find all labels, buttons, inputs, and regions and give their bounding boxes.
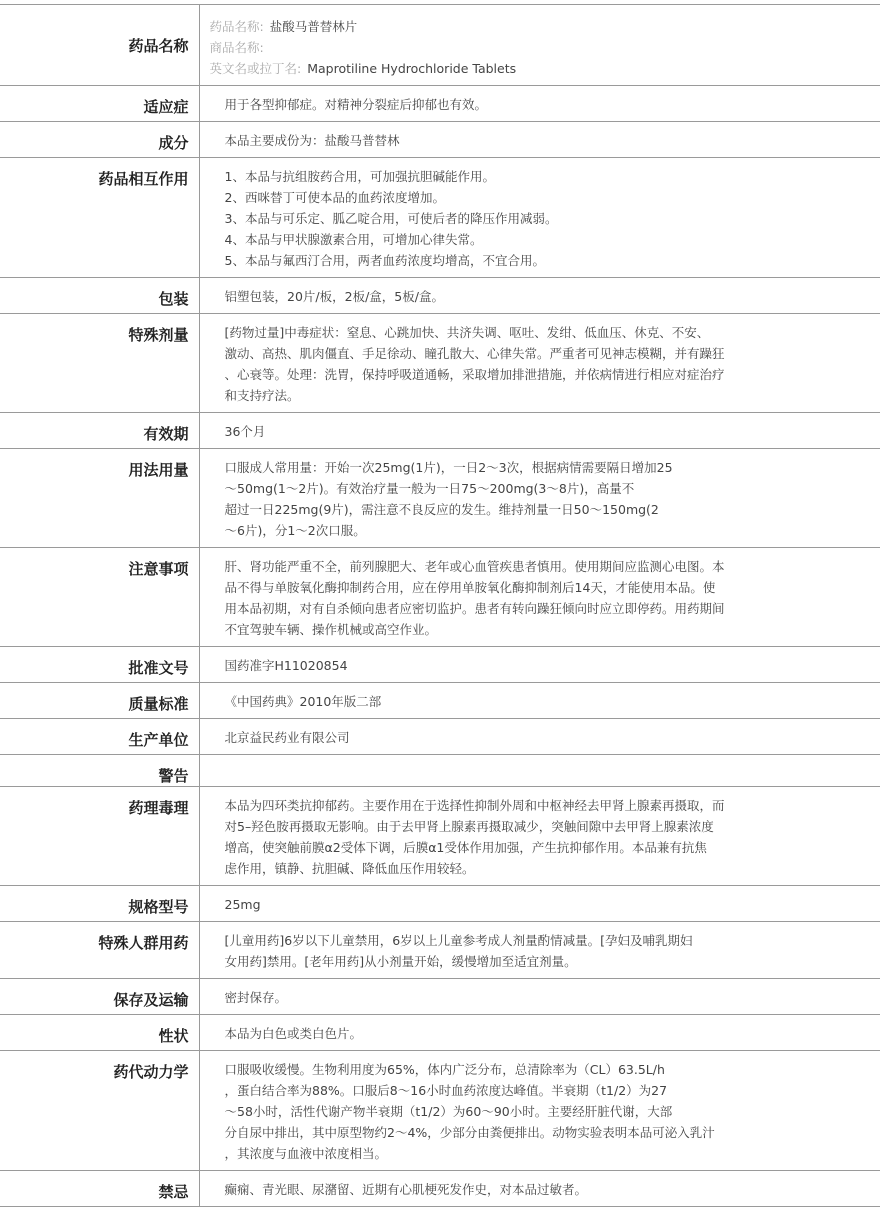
row-names <box>0 5 880 86</box>
value-line: 本品为白色或类白色片。 <box>224 1026 363 1041</box>
row-storage <box>0 979 880 1015</box>
row-value <box>199 719 880 755</box>
row-appearance <box>0 1015 880 1051</box>
value-line: 口服吸收缓慢。生物利用度为65%，体内广泛分布，总清除率为（CL）63.5L/h <box>224 1062 665 1077</box>
row-value <box>199 548 880 647</box>
value-line: 本品主要成份为：盐酸马普替林 <box>224 133 400 148</box>
row-label: 质量标准 <box>0 683 199 719</box>
row-label: 成分 <box>0 122 199 158</box>
row-value <box>199 278 880 314</box>
value-line: 女用药]禁用。[老年用药]从小剂量开始，缓慢增加至适宜剂量。 <box>224 954 577 969</box>
row-label: 药代动力学 <box>0 1051 199 1171</box>
row-special-dose <box>0 314 880 413</box>
row-label: 药品名称 <box>0 5 199 86</box>
row-dosage <box>0 449 880 548</box>
value-line: 2、西咪替丁可使本品的血药浓度增加。 <box>224 190 445 205</box>
row-value <box>199 86 880 122</box>
row-label: 药品相互作用 <box>0 158 199 278</box>
row-value <box>199 314 880 413</box>
value-line: 4、本品与甲状腺激素合用，可增加心律失常。 <box>224 232 483 247</box>
generic-name-value: 盐酸马普替林片 <box>269 19 358 34</box>
value-line: 铝塑包装，20片/板，2板/盒，5板/盒。 <box>224 289 444 304</box>
row-specification <box>0 886 880 922</box>
value-line: [药物过量]中毒症状：窒息、心跳加快、共济失调、呕吐、发绀、低血压、休克、不安、 <box>224 325 710 340</box>
value-line: 和支持疗法。 <box>224 388 300 403</box>
value-line: 25mg <box>224 897 261 912</box>
english-name-value: Maprotiline Hydrochloride Tablets <box>307 61 517 76</box>
row-approval <box>0 647 880 683</box>
row-value <box>199 413 880 449</box>
row-ingredients <box>0 122 880 158</box>
row-value <box>199 1051 880 1171</box>
row-label: 保存及运输 <box>0 979 199 1015</box>
row-label: 注意事项 <box>0 548 199 647</box>
row-value <box>199 683 880 719</box>
row-precautions <box>0 548 880 647</box>
value-line: 用于各型抑郁症。对精神分裂症后抑郁也有效。 <box>224 97 488 112</box>
row-manufacturer <box>0 719 880 755</box>
value-line: 用本品初期，对有自杀倾向患者应密切监护。患者有转向躁狂倾向时应立即停药。用药期间 <box>224 601 725 616</box>
english-name-key: 英文名或拉丁名: <box>209 61 302 76</box>
value-line: 5、本品与氟西汀合用，两者血药浓度均增高，不宜合用。 <box>224 253 545 268</box>
value-line: 本品为四环类抗抑郁药。主要作用在于选择性抑制外周和中枢神经去甲肾上腺素再摄取，而 <box>224 798 725 813</box>
value-line: ～58小时，活性代谢产物半衰期（t1/2）为60～90小时。主要经肝脏代谢，大部 <box>224 1104 673 1119</box>
value-line: 36个月 <box>224 424 266 439</box>
value-line: 虑作用，镇静、抗胆碱、降低血压作用较轻。 <box>224 861 475 876</box>
value-line: 国药准字H11020854 <box>224 658 348 673</box>
row-label: 警告 <box>0 755 199 787</box>
row-package <box>0 278 880 314</box>
value-line: 增高，使突触前膜α2受体下调，后膜α1受体作用加强，产生抗抑郁作用。本品兼有抗焦 <box>224 840 707 855</box>
row-contraindications <box>0 1171 880 1207</box>
row-label: 规格型号 <box>0 886 199 922</box>
value-line: 不宜驾驶车辆、操作机械或高空作业。 <box>224 622 438 637</box>
row-pharmacokinetics <box>0 1051 880 1171</box>
row-indications <box>0 86 880 122</box>
value-line: 肝、肾功能严重不全，前列腺肥大、老年或心血管疾患者慎用。使用期间应监测心电图。本 <box>224 559 725 574</box>
row-value <box>199 787 880 886</box>
row-label: 包装 <box>0 278 199 314</box>
value-line: 《中国药典》2010年版二部 <box>224 694 382 709</box>
value-line: 3、本品与可乐定、胍乙啶合用，可使后者的降压作用减弱。 <box>224 211 558 226</box>
value-line: 、心衰等。处理：洗胃，保持呼吸道通畅，采取增加排泄措施，并依病情进行相应对症治疗 <box>224 367 725 382</box>
trade-name-key: 商品名称: <box>209 40 264 55</box>
row-value <box>199 1015 880 1051</box>
value-line: ～6片)，分1～2次口服。 <box>224 523 366 538</box>
row-value <box>199 979 880 1015</box>
value-line: 密封保存。 <box>224 990 288 1005</box>
value-line: 分自尿中排出，其中原型物约2～4%，少部分由粪便排出。动物实验表明本品可泌入乳汁 <box>224 1125 715 1140</box>
row-label: 特殊剂量 <box>0 314 199 413</box>
drug-info-table <box>0 4 880 1207</box>
row-label: 特殊人群用药 <box>0 922 199 979</box>
row-label: 有效期 <box>0 413 199 449</box>
row-value <box>199 886 880 922</box>
row-value <box>199 647 880 683</box>
row-label: 禁忌 <box>0 1171 199 1207</box>
name-block <box>199 5 880 86</box>
row-label: 性状 <box>0 1015 199 1051</box>
row-warning <box>0 755 880 787</box>
row-value <box>199 1171 880 1207</box>
row-label: 用法用量 <box>0 449 199 548</box>
row-value <box>199 122 880 158</box>
row-value <box>199 922 880 979</box>
value-line: [儿童用药]6岁以下儿童禁用，6岁以上儿童参考成人剂量酌情减量。[孕妇及哺乳期妇 <box>224 933 693 948</box>
row-pharmacology <box>0 787 880 886</box>
value-line: 1、本品与抗组胺药合用，可加强抗胆碱能作用。 <box>224 169 495 184</box>
row-value <box>199 755 880 787</box>
row-label: 适应症 <box>0 86 199 122</box>
value-line: ～50mg(1～2片)。有效治疗量一般为一日75～200mg(3～8片)，高量不 <box>224 481 635 496</box>
row-special-population <box>0 922 880 979</box>
row-label: 药理毒理 <box>0 787 199 886</box>
row-label: 生产单位 <box>0 719 199 755</box>
value-line: 口服成人常用量：开始一次25mg(1片)，一日2～3次，根据病情需要隔日增加25 <box>224 460 673 475</box>
value-line: 北京益民药业有限公司 <box>224 730 350 745</box>
value-line: 对5–羟色胺再摄取无影响。由于去甲肾上腺素再摄取减少，突触间隙中去甲肾上腺素浓度 <box>224 819 714 834</box>
value-line: 品不得与单胺氧化酶抑制药合用，应在停用单胺氧化酶抑制剂后14天，才能使用本品。使 <box>224 580 716 595</box>
row-value <box>199 449 880 548</box>
row-expiry <box>0 413 880 449</box>
value-line: 超过一日225mg(9片)，需注意不良反应的发生。维持剂量一日50～150mg(2 <box>224 502 659 517</box>
value-line: 激动、高热、肌肉僵直、手足徐动、瞳孔散大、心律失常。严重者可见神志模糊，并有躁狂 <box>224 346 725 361</box>
value-line: ，其浓度与血液中浓度相当。 <box>224 1146 388 1161</box>
generic-name-key: 药品名称: <box>209 19 264 34</box>
value-line: ，蛋白结合率为88%。口服后8～16小时血药浓度达峰值。半衰期（t1/2）为27 <box>224 1083 668 1098</box>
row-value <box>199 158 880 278</box>
value-line: 癫痫、青光眼、尿潴留、近期有心肌梗死发作史，对本品过敏者。 <box>224 1182 588 1197</box>
row-interactions <box>0 158 880 278</box>
row-label: 批准文号 <box>0 647 199 683</box>
row-standard <box>0 683 880 719</box>
